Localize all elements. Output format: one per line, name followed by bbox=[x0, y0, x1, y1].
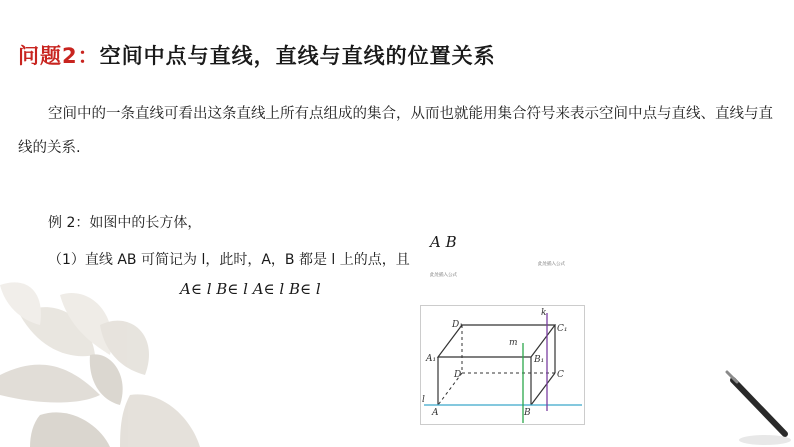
label-line-k: k bbox=[541, 308, 547, 318]
intro-paragraph bbox=[18, 97, 778, 165]
label-line-m: m bbox=[509, 338, 518, 348]
label-c1: C₁ bbox=[557, 324, 568, 334]
label-b: B bbox=[524, 408, 531, 418]
math-bottom: A∈ l B∈ l A∈ l B∈ l bbox=[180, 280, 321, 298]
page-title bbox=[18, 40, 496, 70]
brush-pen-decoration bbox=[725, 368, 794, 447]
label-a1: A₁ bbox=[426, 354, 437, 364]
label-a: A bbox=[432, 408, 439, 418]
visible-edges bbox=[438, 325, 555, 405]
label-c: C bbox=[557, 370, 564, 380]
example-label: 例 2：如图中的长方体， bbox=[48, 215, 202, 231]
label-d1: D₁ bbox=[452, 320, 463, 330]
label-d: D bbox=[454, 370, 462, 380]
hidden-edges bbox=[438, 325, 555, 405]
label-b1: B₁ bbox=[534, 355, 545, 365]
label-line-l: l bbox=[422, 395, 425, 405]
example-item-1: （1）直线 AB 可简记为 l，此时，A，B 都是 l 上的点，且 bbox=[48, 252, 410, 268]
title-main: 空间中点与直线，直线与直线的位置关系 bbox=[99, 44, 496, 68]
cuboid-figure bbox=[420, 305, 585, 425]
small-note-right: 此处插入公式 bbox=[538, 262, 565, 267]
title-highlight: 问题2： bbox=[18, 44, 100, 68]
math-top: A B bbox=[430, 233, 457, 251]
small-note-left: 此处插入公式 bbox=[430, 273, 457, 278]
paragraph-text: 空间中的一条直线可看出这条直线上所有点组成的集合，从而也就能用集合符号来表示空间中点与直线、直线与直线的关系. bbox=[18, 106, 773, 156]
